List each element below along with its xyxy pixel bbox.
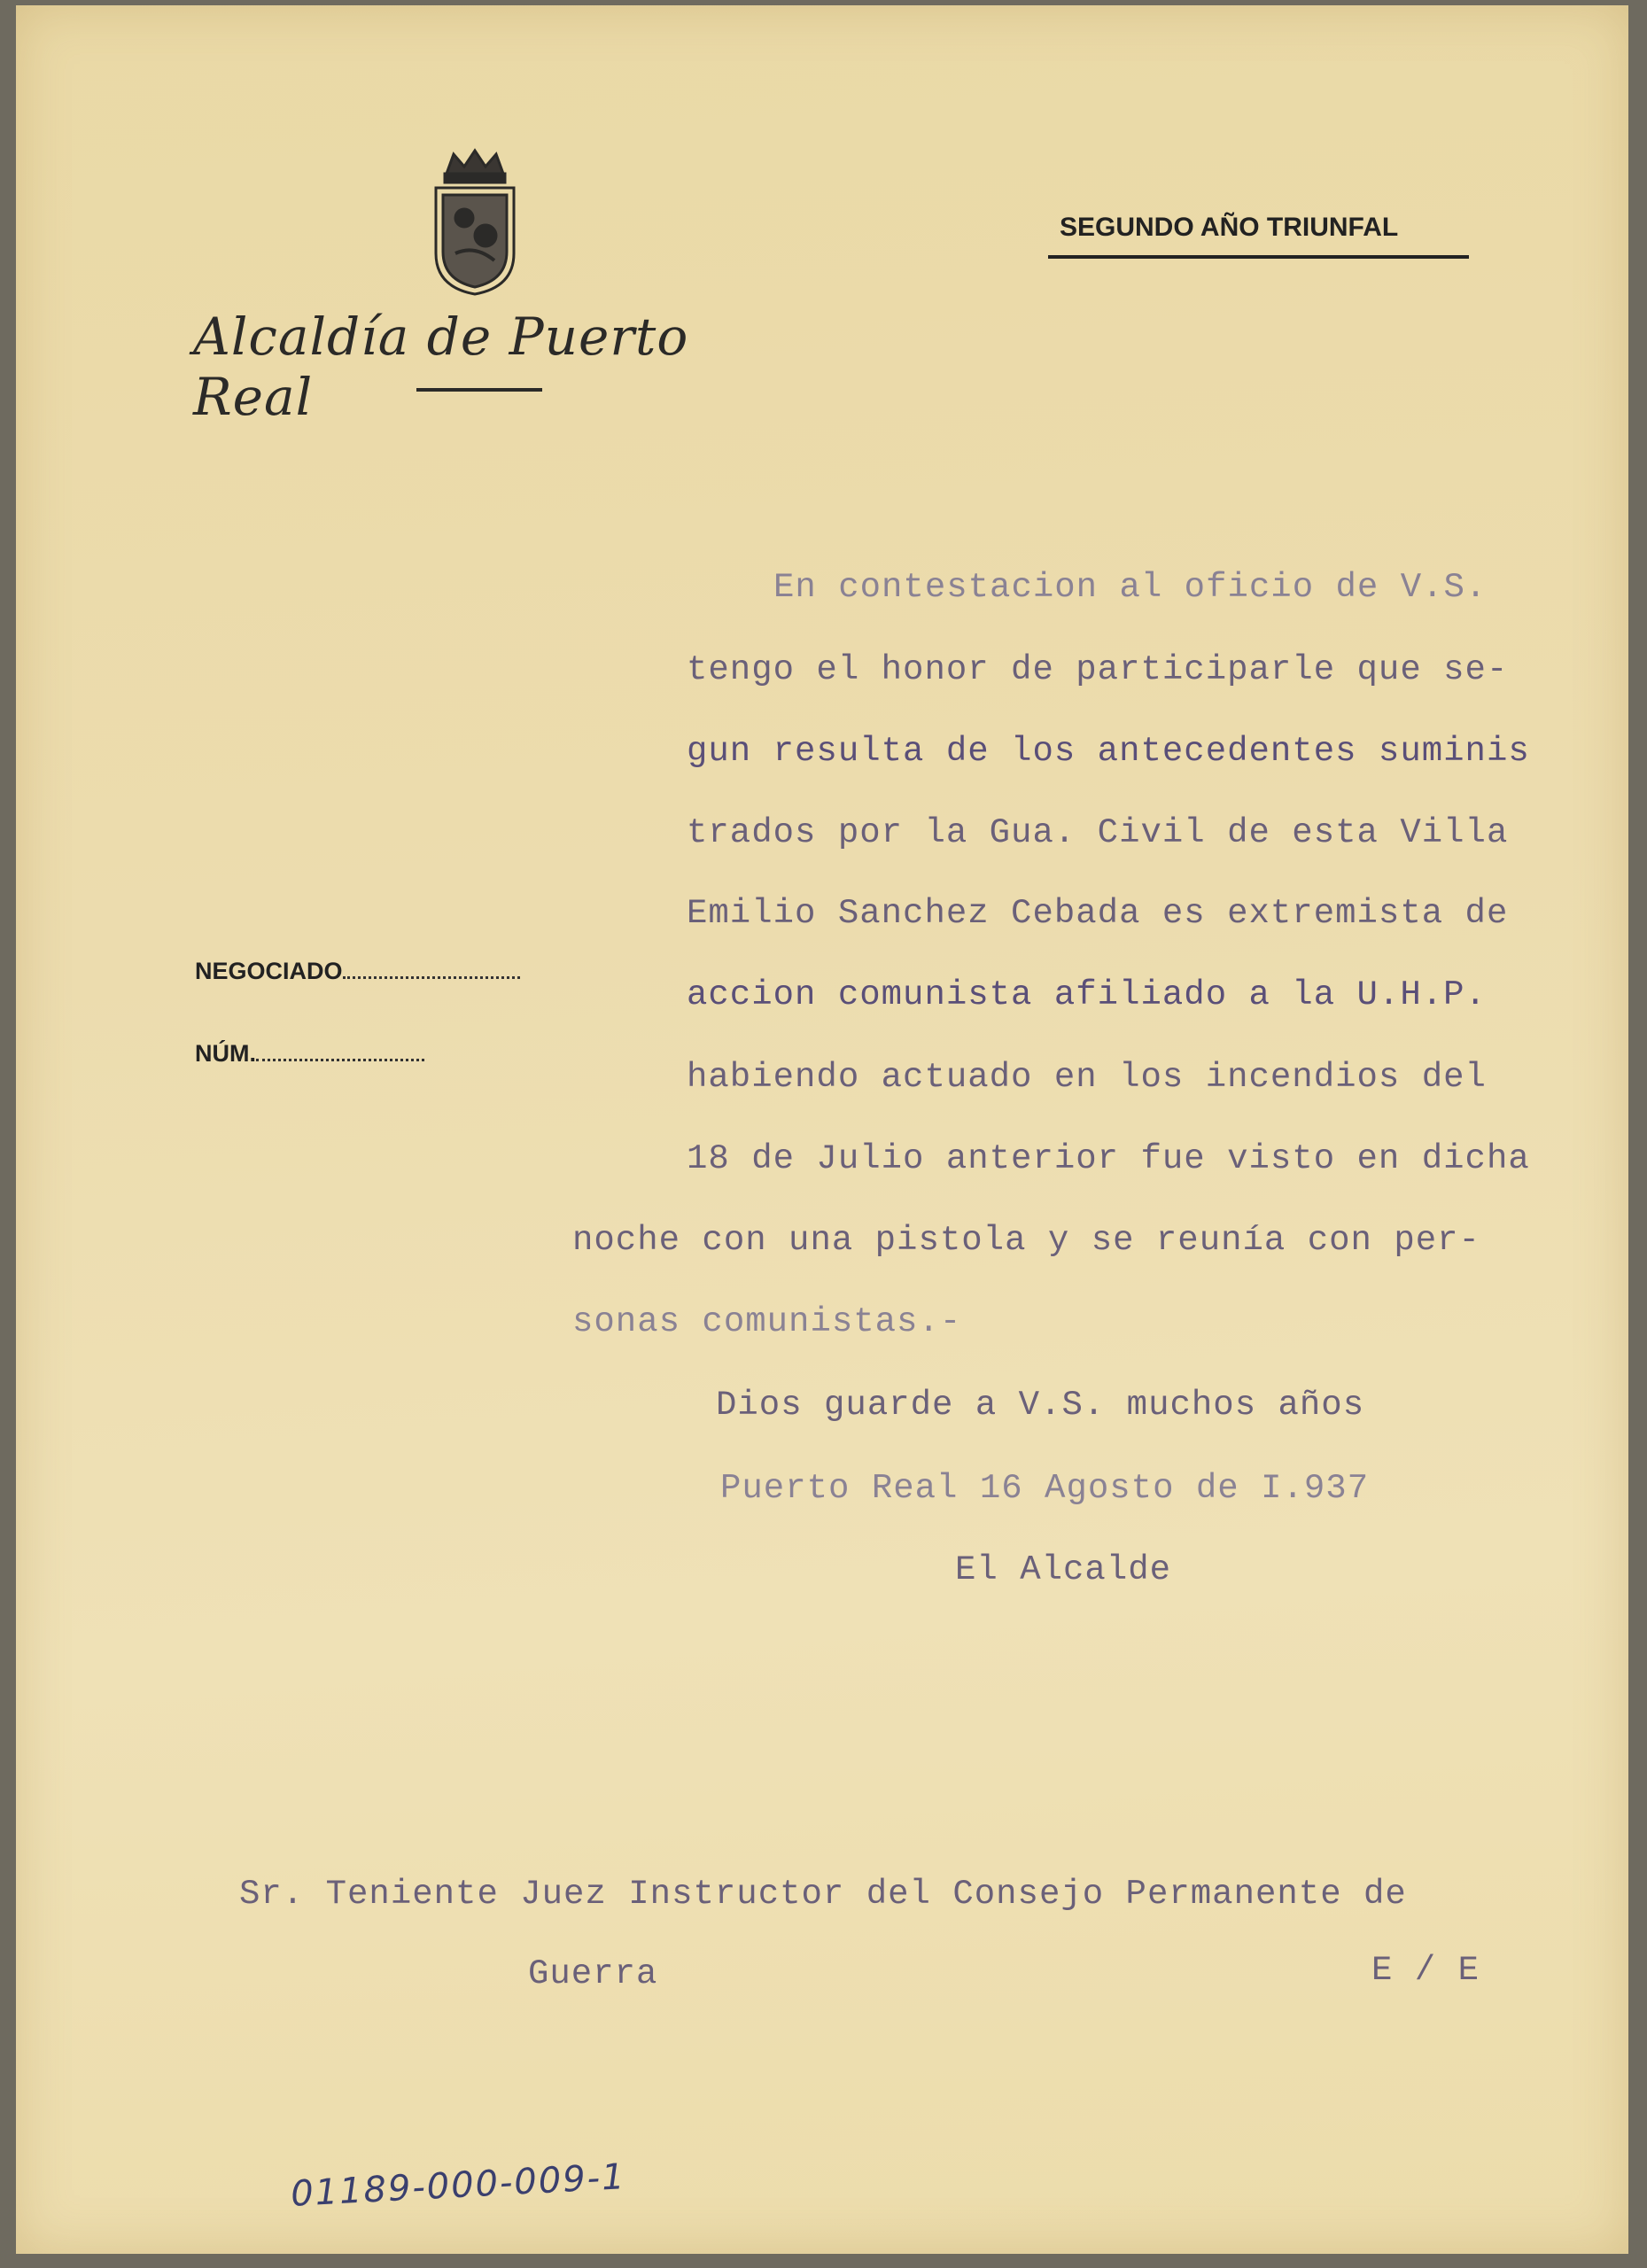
closing-place-date: Puerto Real 16 Agosto de I.937 — [720, 1469, 1370, 1508]
office-name: Alcaldía de Puerto Real — [193, 307, 689, 427]
slogan-underline — [1048, 255, 1469, 259]
body-line: En contestacion al oficio de V.S. — [773, 568, 1488, 607]
document-page — [16, 5, 1628, 2254]
addressee-line2: Guerra — [528, 1954, 658, 1993]
body-line: trados por la Gua. Civil de esta Villa — [687, 813, 1509, 852]
num-field — [195, 1040, 424, 1068]
body-line: tengo el honor de participarle que se- — [687, 650, 1509, 689]
body-line: sonas comunistas.- — [572, 1302, 962, 1341]
office-name-underline — [416, 388, 542, 392]
negociado-dots — [343, 976, 520, 979]
body-line: gun resulta de los antecedentes suminis — [687, 732, 1530, 771]
closing-signer: El Alcalde — [955, 1550, 1172, 1589]
body-line: noche con una pistola y se reunía con per- — [572, 1221, 1480, 1260]
body-line: 18 de Julio anterior fue visto en dicha — [687, 1139, 1530, 1178]
body-line: Emilio Sanchez Cebada es extremista de — [687, 894, 1509, 933]
num-dots — [256, 1059, 424, 1061]
num-label: NÚM. — [195, 1040, 256, 1067]
closing-salutation: Dios guarde a V.S. muchos años — [716, 1386, 1365, 1425]
body-line: accion comunista afiliado a la U.H.P. — [687, 975, 1487, 1014]
municipal-coat-of-arms-icon — [429, 147, 521, 298]
addressee-line1: Sr. Teniente Juez Instructor del Consejo Permanente de — [239, 1875, 1407, 1914]
slogan: SEGUNDO AÑO TRIUNFAL — [1060, 213, 1399, 242]
body-line: habiendo actuado en los incendios del — [687, 1058, 1487, 1097]
archive-number: 01189-000-009-1 — [290, 2156, 627, 2215]
reference-code: E / E — [1371, 1951, 1480, 1990]
negociado-field — [195, 958, 520, 985]
negociado-label: NEGOCIADO — [195, 958, 343, 984]
